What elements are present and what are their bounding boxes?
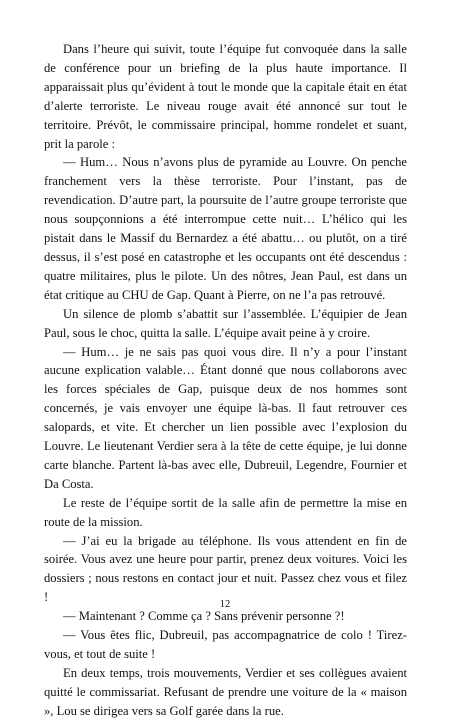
paragraph-briefing-intro: Dans l’heure qui suivit, toute l’équipe fut convoquée dans la salle de conférence pour un briefing de la plus haute importance. Il apparaissait plus qu’évident à tout le monde que la capitale était en état d’alerte terroriste. Le niveau rouge avait été annoncé sur tout le territoire. Prévôt, le commissaire principal, homme rondelet et suant, prit la parole : [44, 42, 407, 151]
body-text [44, 40, 407, 721]
paragraph-departure: En deux temps, trois mouvements, Verdier et ses collègues avaient quitté le commissariat. Refusant de prendre une voiture de la « maison », Lou se dirigea vers sa Golf garée dans la rue. [44, 665, 407, 718]
paragraph-team-leaves: Le reste de l’équipe sortit de la salle afin de permettre la mise en route de la mission. [44, 495, 407, 529]
paragraph-commissioner-reply: — Vous êtes flic, Dubreuil, pas accompagnatrice de colo ! Tirez-vous, et tout de suite ! [44, 628, 407, 661]
page-number: 12 [219, 599, 231, 610]
paragraph-team-assignment: — Hum… je ne sais pas quoi vous dire. Il n’y a pour l’instant aucune explication valable… Étant donné que nous collaborons avec les forces spéciales de Gap, puisque deux de nos hommes sont concernés, je vais envoyer une équipe là-bas. Il faut retrouver ces salopards, et vite. Et chercher un lien possible avec l’explosion du Louvre. Le lieutenant Verdier sera à la tête de cette équipe, je lui donne carte blanche. Partent là-bas avec elle, Dubreuil, Legendre, Fournier et Da Costa. [44, 344, 407, 491]
paragraph-brigade-call: — J’ai eu la brigade au téléphone. Ils vous attendent en fin de soirée. Vous avez une heure pour partir, prenez deux voitures. Voici les dossiers ; nous restons en contact jour et nuit. Passez chez vous et filez ! [44, 533, 407, 605]
paragraph-dubreuil-question: — Maintenant ? Comme ça ? Sans prévenir personne ?! [63, 609, 345, 624]
paragraph-commissioner-speech: — Hum… Nous n’avons plus de pyramide au Louvre. On penche franchement vers la thèse terroriste. Pour l’instant, pas de revendication. D’autre part, la poursuite de l’autre groupe terroriste que nous soupçonnions a été interrompue cette nuit… L’hélico qui les pistait dans le Massif du Bernardez a été abattu… ou plutôt, on a tiré dessus, il s’est posé en catastrophe et les occupants ont été descendus : quatre militaires, plus le pilote. Un des nôtres, Jean Paul, est dans un état critique au CHU de Gap. Quant à Pierre, on ne l’a pas retrouvé. [44, 155, 407, 302]
paragraph-silence: Un silence de plomb s’abattit sur l’assemblée. L’équipier de Jean Paul, sous le choc, quitta la salle. L’équipe avait peine à y croire. [44, 306, 407, 340]
